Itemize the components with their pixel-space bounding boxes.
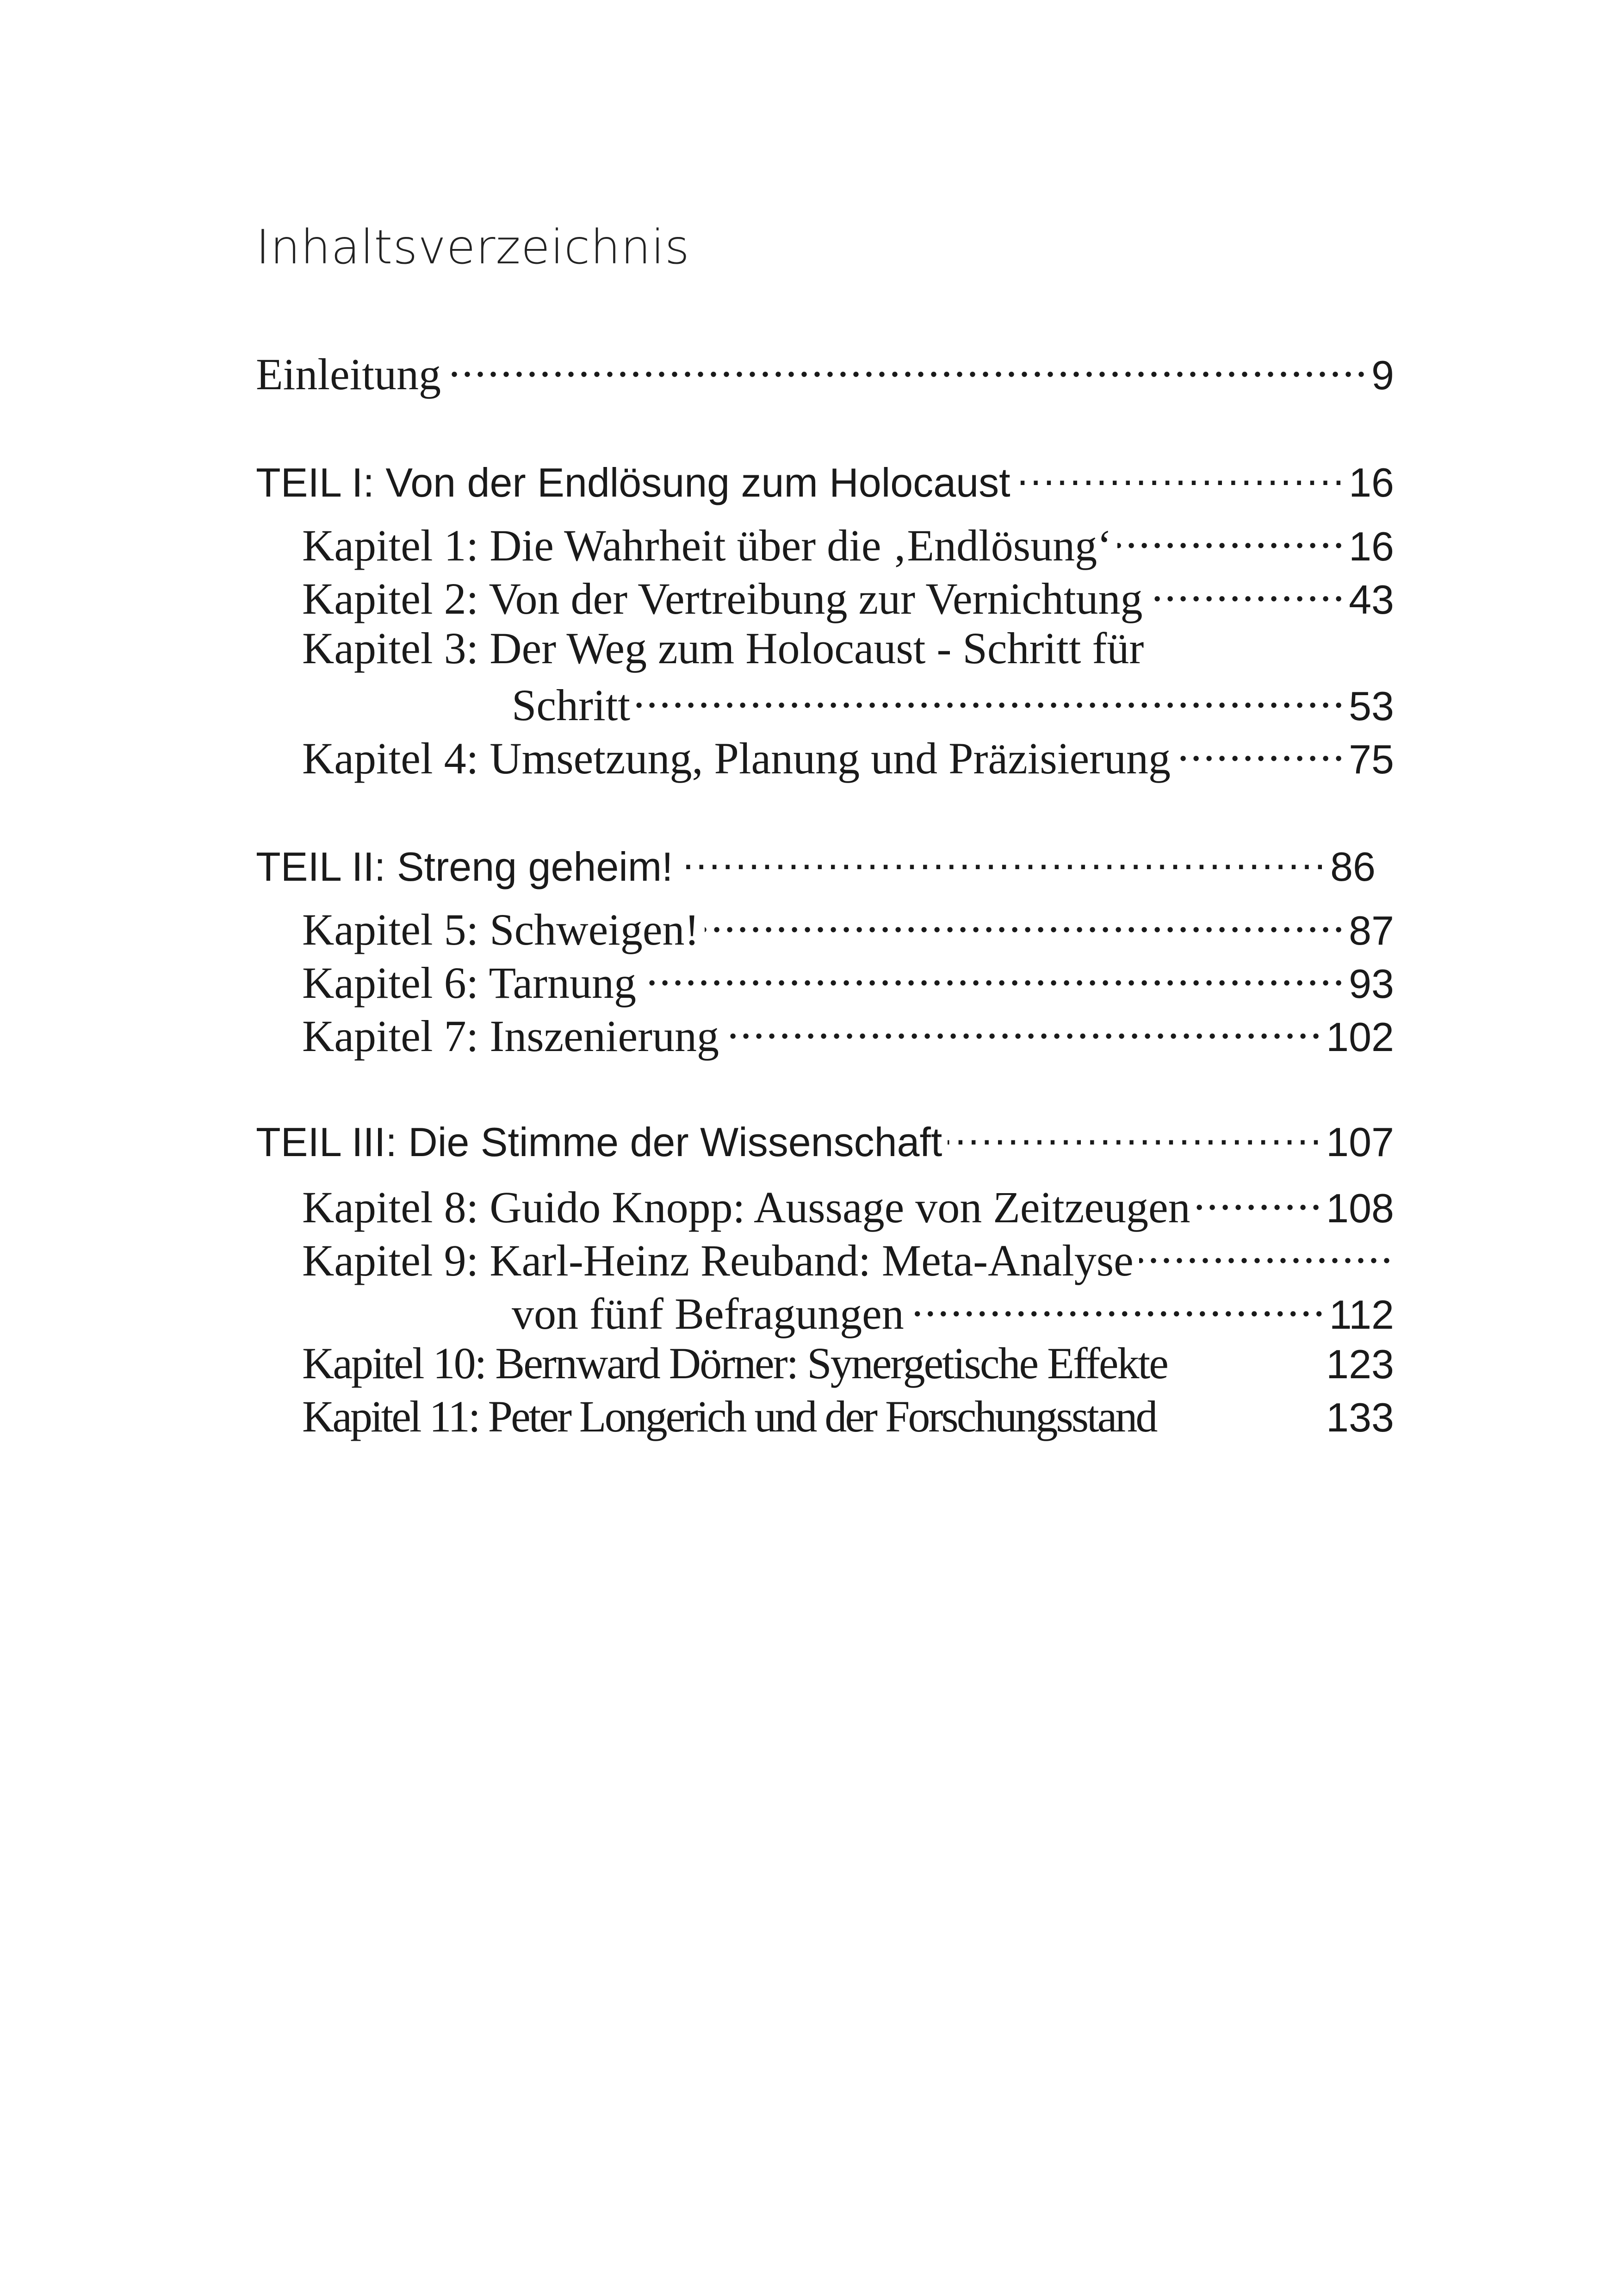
dot-leader [1139, 1231, 1394, 1276]
toc-entry-part-3[interactable] [256, 1115, 1394, 1170]
toc-entry-label: Kapitel 1: Die Wahrheit über die ‚Endlösung‘ [302, 521, 1112, 570]
toc-entry-label: Kapitel 7: Inszenierung [302, 1011, 719, 1061]
toc-entry-page: 123 [1326, 1341, 1394, 1387]
dot-leader [948, 1115, 1323, 1156]
toc-entry-page: 16 [1349, 523, 1394, 569]
toc-entry-label: Kapitel 8: Guido Knopp: Aussage von Zeitzeugen [302, 1182, 1190, 1232]
toc-entry-label: TEIL I: Von der Endlösung zum Holocaust [256, 460, 1010, 505]
toc-entry-chapter-9[interactable] [302, 1231, 1394, 1286]
toc-entry-page: 9 [1371, 352, 1394, 398]
dot-leader [679, 840, 1327, 881]
toc-entry-chapter-11[interactable] [302, 1391, 1394, 1445]
toc-entry-label: Kapitel 5: Schweigen! [302, 905, 700, 954]
dot-leader [446, 345, 1369, 389]
toc-entry-chapter-6[interactable] [302, 953, 1394, 1008]
dot-leader [642, 953, 1346, 998]
toc-entry-label: Kapitel 10: Bernward Dörner: Synergetische Effekte [302, 1338, 1167, 1388]
dot-leader [1176, 729, 1346, 773]
toc-entry-chapter-5[interactable] [302, 900, 1394, 955]
toc-entry-label: TEIL III: Die Stimme der Wissenschaft [256, 1119, 942, 1165]
toc-entry-label: Kapitel 11: Peter Longerich und der Forschungsstand [302, 1392, 1156, 1441]
dot-leader [910, 1284, 1327, 1329]
dot-leader [1196, 1178, 1324, 1222]
toc-entry-page: 133 [1326, 1394, 1394, 1440]
dot-leader [705, 900, 1346, 945]
toc-entry-label: Kapitel 4: Umsetzung, Planung und Präzisierung [302, 734, 1171, 783]
toc-entry-chapter-3[interactable] [302, 622, 1394, 677]
toc-title: Inhaltsverzeichnis [256, 220, 690, 275]
toc-entry-label: Kapitel 3: Der Weg zum Holocaust - Schritt für [302, 623, 1144, 673]
dot-leader [1016, 456, 1346, 497]
toc-entry-chapter-2[interactable] [302, 569, 1394, 624]
toc-entry-chapter-8[interactable] [302, 1178, 1394, 1232]
toc-entry-page: 108 [1326, 1185, 1394, 1231]
toc-entry-page: 75 [1349, 736, 1394, 782]
toc-entry-page: 43 [1349, 577, 1394, 622]
toc-entry-chapter-10[interactable] [302, 1338, 1394, 1392]
toc-entry-chapter-7[interactable] [302, 1007, 1394, 1061]
toc-entry-chapter-3-continued[interactable] [512, 676, 1394, 730]
toc-entry-label: Kapitel 2: Von der Vertreibung zur Vernichtung [302, 574, 1143, 623]
toc-entry-label: von fünf Befragungen [512, 1289, 904, 1338]
toc-entry-introduction[interactable] [256, 345, 1394, 399]
toc-entry-part-2[interactable] [256, 840, 1376, 895]
toc-entry-page: 87 [1349, 908, 1394, 953]
toc-entry-chapter-9-continued[interactable] [512, 1284, 1394, 1339]
dot-leader [1117, 516, 1346, 560]
dot-leader [636, 676, 1346, 720]
dot-leader [1148, 569, 1346, 614]
toc-entry-label: Kapitel 6: Tarnung [302, 958, 637, 1008]
toc-entry-label: Einleitung [256, 349, 441, 399]
toc-entry-part-1[interactable] [256, 456, 1394, 510]
toc-entry-page: 102 [1326, 1014, 1394, 1060]
toc-entry-page: 86 [1330, 844, 1376, 890]
toc-entry-page: 93 [1349, 961, 1394, 1007]
toc-entry-chapter-4[interactable] [302, 729, 1394, 784]
toc-entry-page: 16 [1349, 460, 1394, 505]
toc-entry-label: Kapitel 9: Karl-Heinz Reuband: Meta-Analyse [302, 1236, 1134, 1285]
toc-entry-chapter-1[interactable] [302, 516, 1394, 571]
toc-entry-page: 107 [1326, 1119, 1394, 1165]
toc-entry-page: 53 [1349, 683, 1394, 729]
toc-entry-page: 112 [1329, 1292, 1394, 1338]
dot-leader [725, 1007, 1323, 1051]
toc-entry-label: Schritt [512, 680, 630, 730]
toc-entry-label: TEIL II: Streng geheim! [256, 844, 673, 890]
